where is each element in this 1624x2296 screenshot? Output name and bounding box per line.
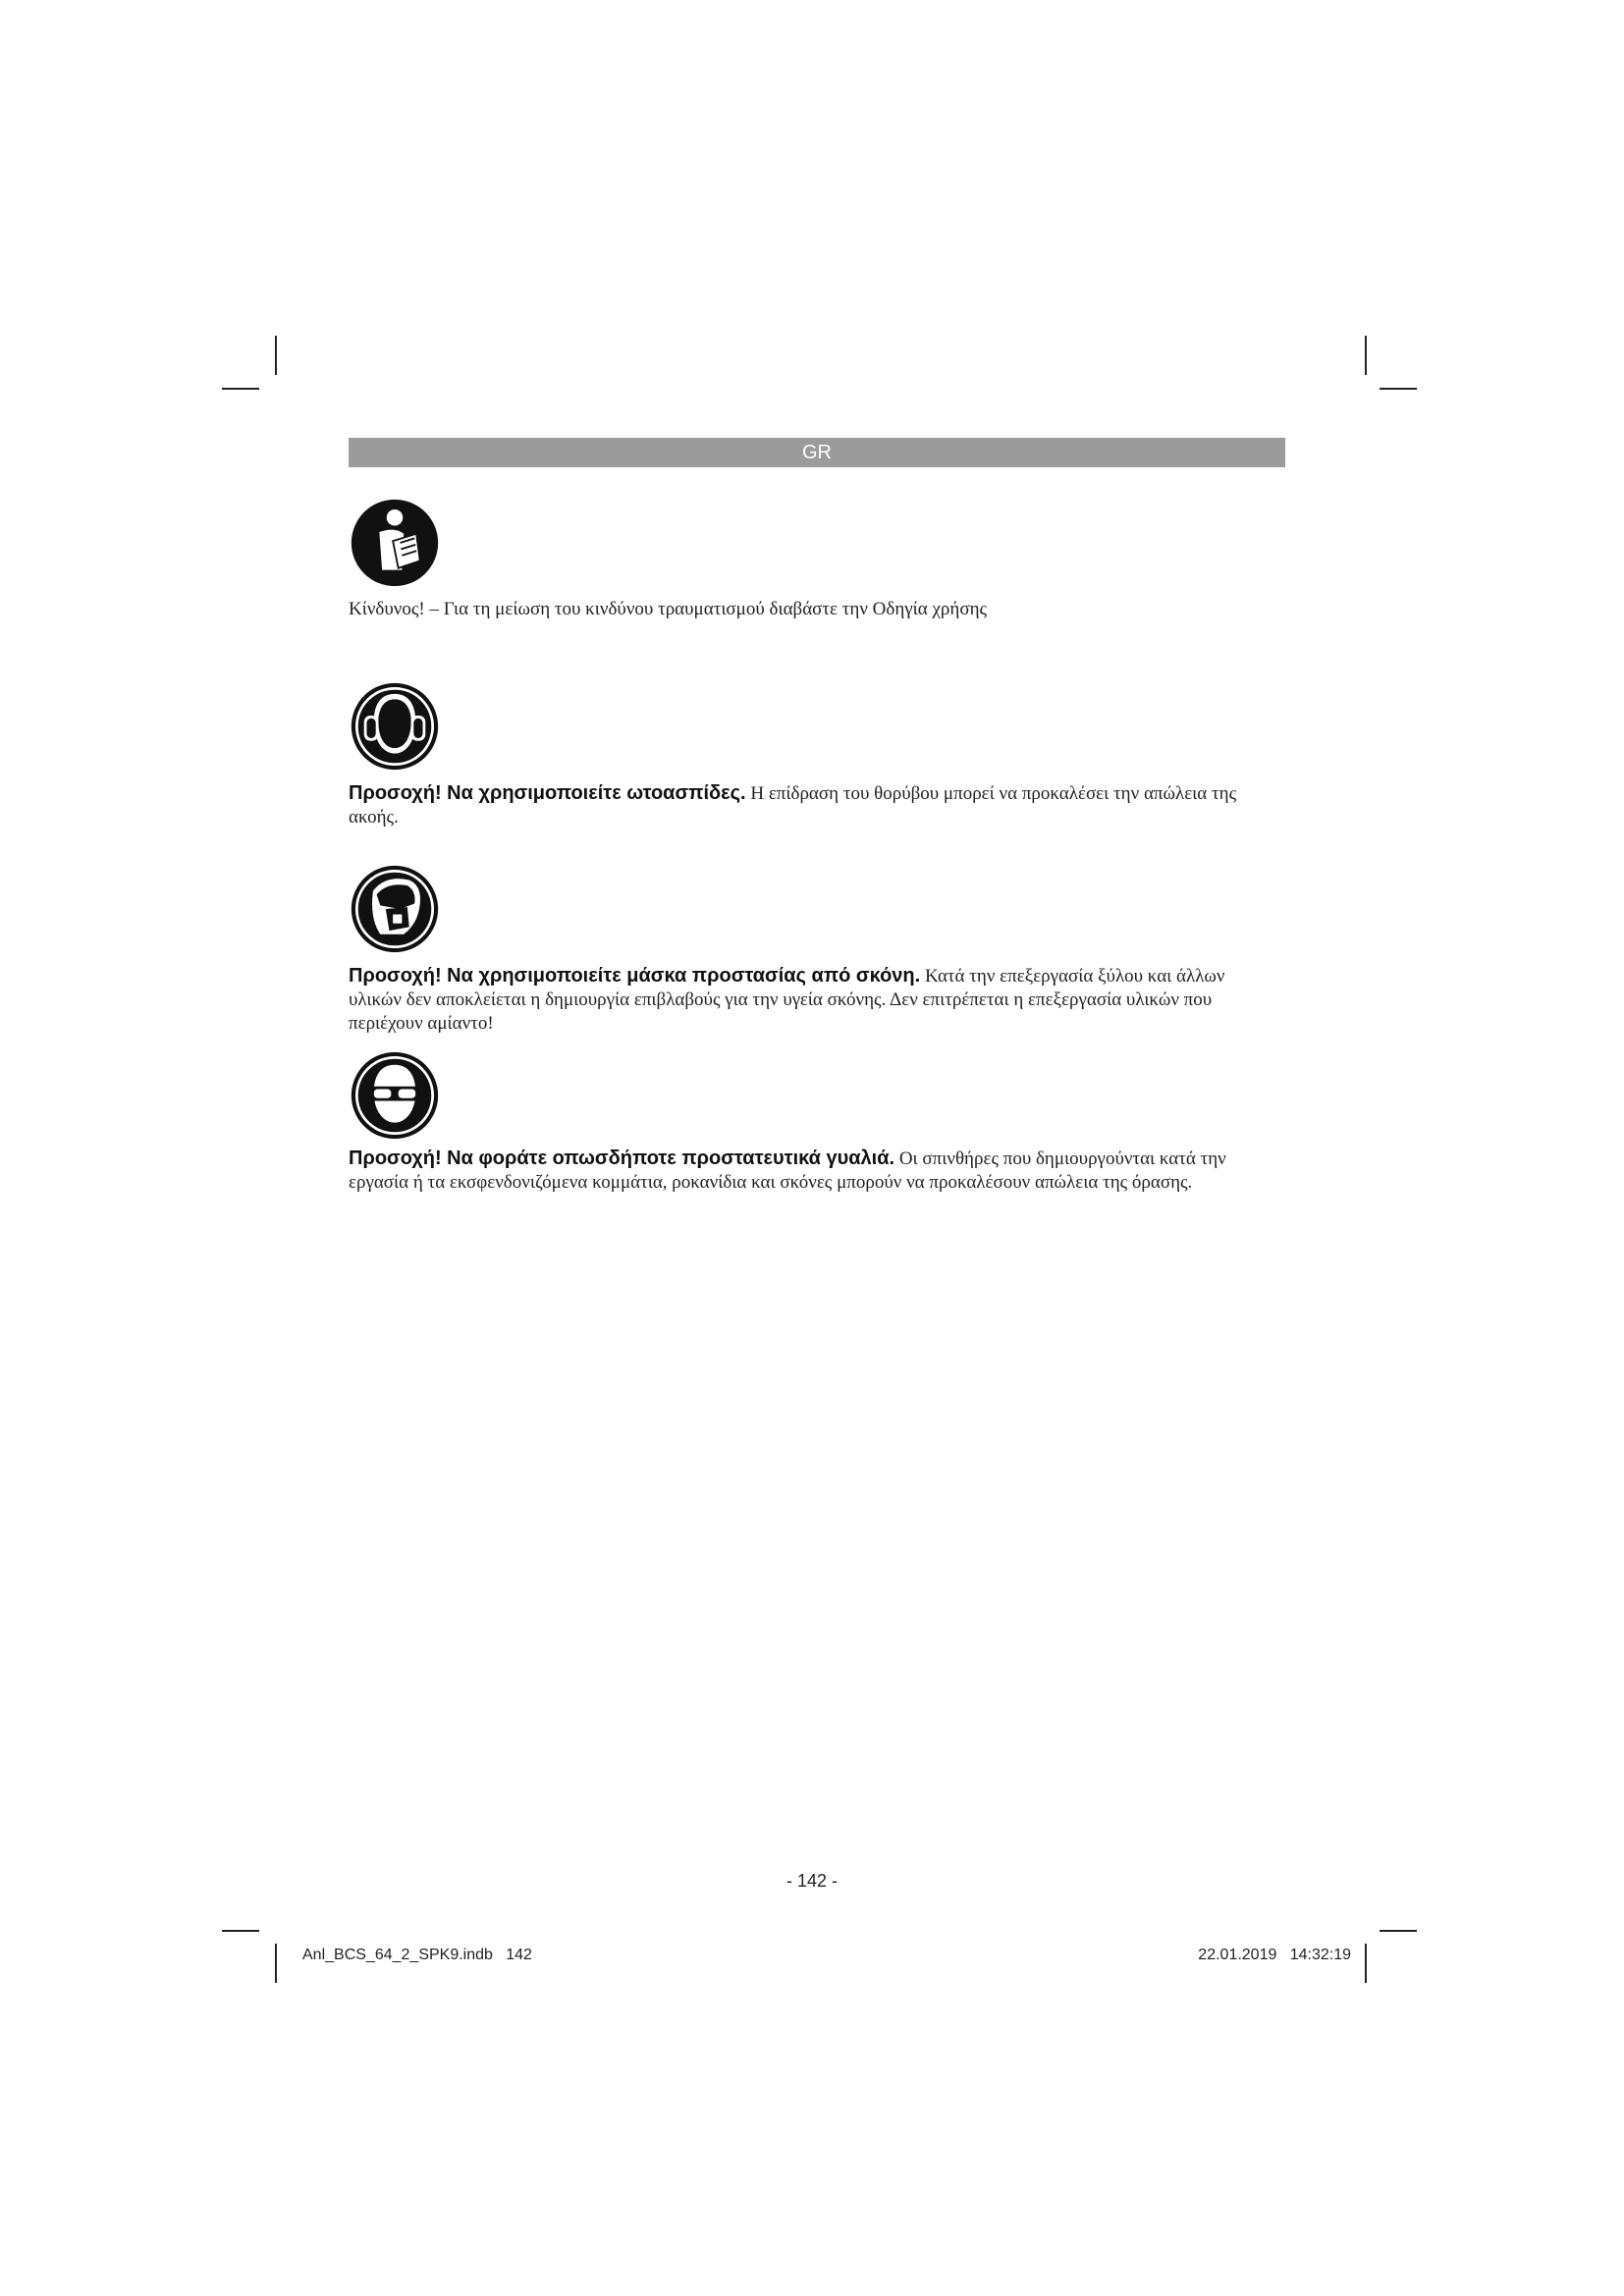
crop-mark [1380, 1930, 1417, 1932]
ear-protection-warning: Προσοχή! Να χρησιμοποιείτε ωτοασπίδες. Η επίδραση του θορύβου μπορεί να προκαλέσει την απώλεια της ακοής. [349, 782, 1237, 828]
crop-mark [1365, 336, 1367, 375]
page-number: - 142 - [785, 1871, 839, 1891]
crop-mark [222, 1930, 259, 1932]
crop-mark [275, 336, 277, 375]
safety-goggles-icon [350, 1050, 440, 1141]
crop-mark [222, 388, 259, 390]
language-header: GR [349, 438, 1285, 467]
read-manual-warning: Κίνδυνος! – Για τη μείωση του κινδύνου τραυματισμού διαβάστε την Οδηγία χρήσης [349, 599, 988, 619]
crop-mark [1380, 388, 1417, 390]
crop-mark [275, 1944, 277, 1983]
safety-goggles-warning: Προσοχή! Να φοράτε οπωσδήποτε προστατευτικά γυαλιά. Οι σπινθήρες που δημιουργούνται κατά την εργασία ή τα εκσφενδονιζόμενα κομμάτια, ροκανίδια και σκόνες μπορούν να προκαλέσουν απώλεια της όρασης. [349, 1148, 1226, 1193]
crop-mark [1365, 1944, 1367, 1983]
footer-timestamp: 22.01.2019 14:32:19 [1198, 1947, 1351, 1963]
ear-protection-icon [350, 681, 440, 772]
read-manual-icon [350, 498, 440, 588]
dust-mask-warning: Προσοχή! Να χρησιμοποιείτε μάσκα προστασίας από σκόνη. Κατά την επεξεργασία ξύλου και άλλων υλικών δεν αποκλείεται η δημιουργία επιβλαβούς για την υγεία σκόνης. Δεν επιτρέπεται η επεξεργασία υλικών που περιέχουν αμίαντο! [349, 965, 1225, 1034]
footer-file-name: Anl_BCS_64_2_SPK9.indb 142 [302, 1947, 532, 1963]
dust-mask-icon [350, 864, 440, 954]
